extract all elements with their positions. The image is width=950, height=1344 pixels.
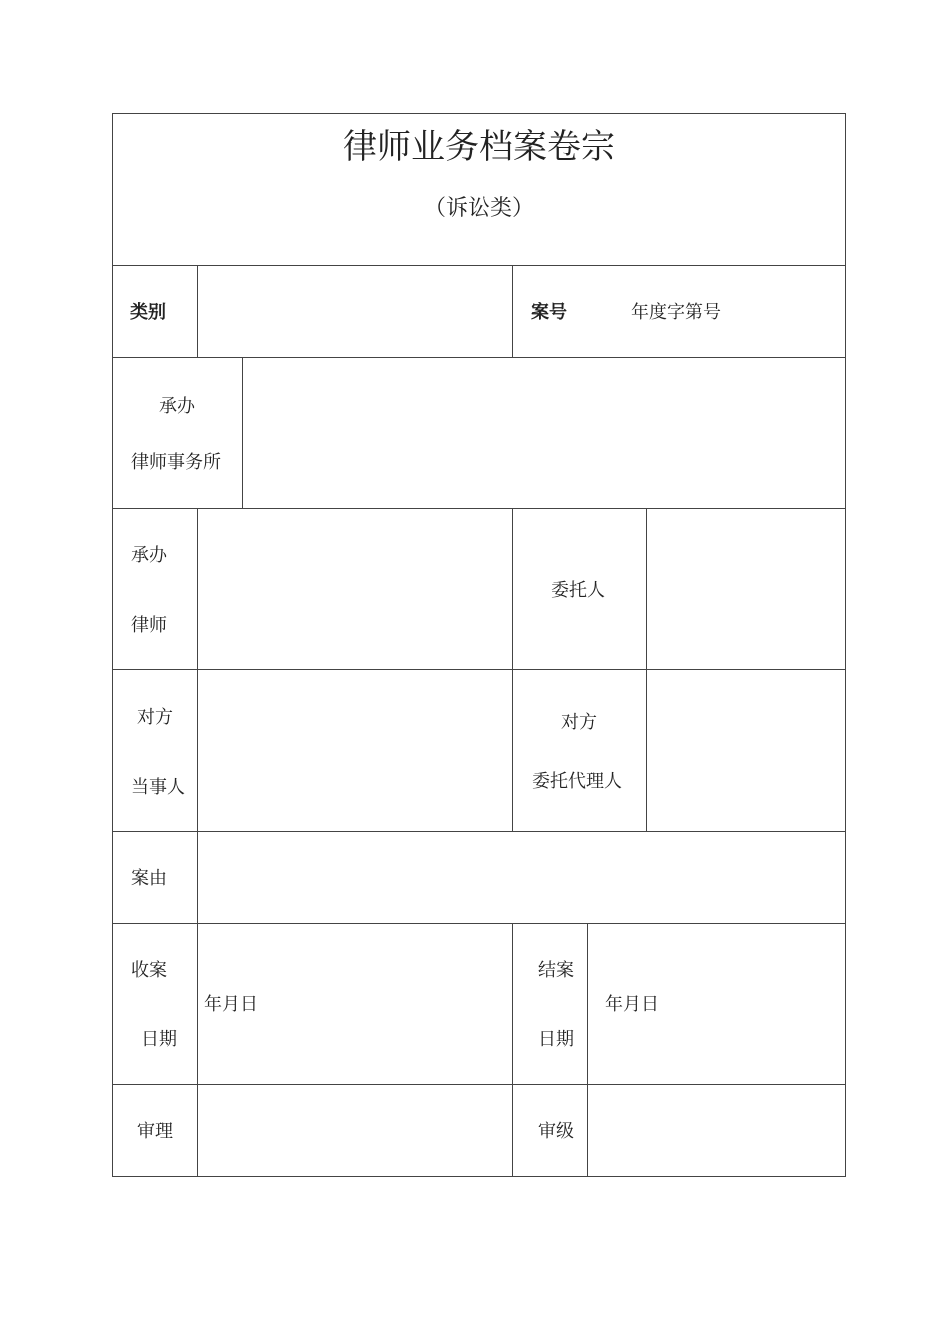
form-border-right (845, 113, 846, 1177)
form-border-top (112, 113, 846, 114)
firm-label-line1: 承办 (159, 396, 195, 417)
case-number-field[interactable]: 年度字第号 (631, 302, 721, 323)
col-divider (197, 508, 198, 831)
opponent-agent-field[interactable] (654, 741, 839, 763)
col-divider (197, 265, 198, 357)
form-title: 律师业务档案卷宗 (343, 127, 615, 167)
opponent-field[interactable] (204, 741, 504, 763)
row-divider (112, 357, 846, 358)
accept-date-label-line2: 日期 (141, 1029, 177, 1050)
row-divider (112, 508, 846, 509)
form-subtitle: （诉讼类） (423, 196, 534, 221)
form-border-bottom (112, 1176, 846, 1177)
row-divider (112, 669, 846, 670)
row-divider (112, 1084, 846, 1085)
cause-label: 案由 (131, 868, 167, 889)
col-divider (512, 923, 513, 1176)
close-date-label-line2: 日期 (538, 1029, 574, 1050)
row-divider (112, 923, 846, 924)
col-divider (512, 265, 513, 357)
trial-label: 审理 (137, 1121, 173, 1142)
close-date-label-line1: 结案 (538, 960, 574, 981)
col-divider (242, 357, 243, 508)
client-field[interactable] (654, 579, 839, 601)
col-divider (197, 923, 198, 1176)
trial-level-label: 审级 (538, 1121, 574, 1142)
opponent-agent-label-line2: 委托代理人 (532, 771, 622, 792)
row-divider (112, 831, 846, 832)
category-field[interactable] (204, 302, 504, 324)
col-divider (512, 508, 513, 831)
case-file-form (112, 113, 846, 1177)
col-divider (646, 508, 647, 831)
row-divider (112, 265, 846, 266)
client-label: 委托人 (551, 580, 605, 601)
trial-field[interactable] (204, 1121, 504, 1143)
opponent-label-line2: 当事人 (131, 777, 185, 798)
col-divider (197, 831, 198, 923)
lawyer-label-line1: 承办 (131, 545, 167, 566)
accept-date-field[interactable]: 年月日 (204, 994, 258, 1015)
col-divider (587, 923, 588, 1176)
form-border-left (112, 113, 113, 1177)
lawyer-label-line2: 律师 (131, 615, 167, 636)
close-date-field[interactable]: 年月日 (605, 994, 659, 1015)
firm-label-line2: 律师事务所 (131, 452, 221, 473)
cause-field[interactable] (204, 868, 834, 890)
lawyer-field[interactable] (204, 579, 504, 601)
firm-field[interactable] (252, 421, 832, 443)
case-number-label: 案号 (531, 302, 567, 323)
opponent-label-line1: 对方 (137, 707, 173, 728)
category-label: 类别 (130, 302, 166, 323)
accept-date-label-line1: 收案 (131, 960, 167, 981)
trial-level-field[interactable] (596, 1121, 836, 1143)
opponent-agent-label-line1: 对方 (561, 712, 597, 733)
